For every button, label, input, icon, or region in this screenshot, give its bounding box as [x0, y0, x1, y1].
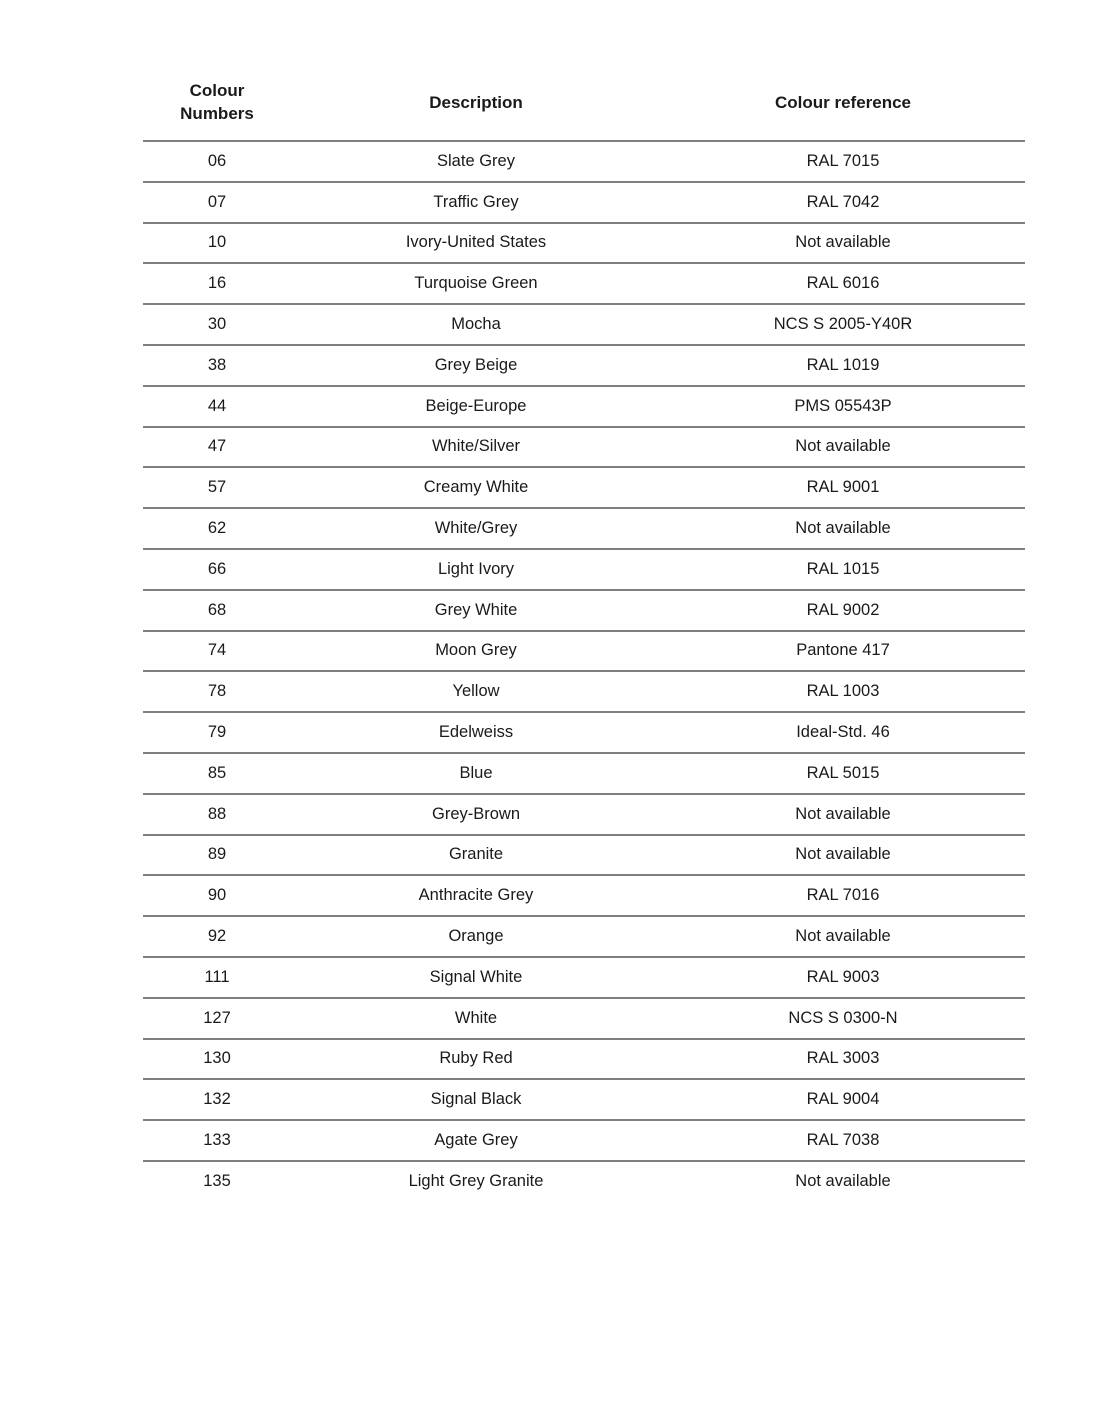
header-colour-numbers-label: Colour Numbers — [180, 81, 254, 123]
colour-reference-cell: Not available — [795, 519, 891, 538]
colour-reference-cell: RAL 1015 — [806, 559, 880, 578]
description-cell: Edelweiss — [438, 723, 514, 742]
colour-number-cell: 07 — [207, 192, 227, 211]
colour-reference-cell: RAL 3003 — [806, 1049, 880, 1068]
header-colour-reference-label: Colour reference — [774, 92, 912, 112]
colour-reference-cell: Not available — [795, 1171, 891, 1190]
table-row — [143, 222, 1025, 263]
table-row — [143, 670, 1025, 711]
description-cell: Grey-Brown — [431, 804, 521, 823]
description-cell: White — [454, 1008, 498, 1027]
colour-number-cell: 30 — [207, 315, 227, 334]
colour-number-cell: 127 — [203, 1008, 231, 1027]
colour-number-cell: 89 — [207, 845, 227, 864]
colour-number-cell: 38 — [207, 355, 227, 374]
colour-reference-cell: PMS 05543P — [794, 396, 892, 415]
description-cell: Anthracite Grey — [418, 886, 534, 905]
colour-reference-cell: RAL 9004 — [806, 1090, 880, 1109]
colour-reference-cell: Pantone 417 — [796, 641, 890, 660]
colour-reference-cell: RAL 7016 — [806, 886, 880, 905]
colour-reference-cell: Not available — [795, 437, 891, 456]
table-row — [143, 915, 1025, 956]
colour-reference-cell: Not available — [795, 927, 891, 946]
table-row — [143, 426, 1025, 467]
colour-reference-cell: RAL 7015 — [806, 151, 880, 170]
colour-number-cell: 79 — [207, 723, 227, 742]
colour-number-cell: 92 — [207, 927, 227, 946]
description-cell: Blue — [459, 763, 493, 782]
table-row — [143, 874, 1025, 915]
header-description-label: Description — [429, 92, 523, 112]
description-cell: White/Grey — [434, 519, 518, 538]
table-row — [143, 466, 1025, 507]
colour-number-cell: 10 — [207, 233, 227, 252]
description-cell: Ruby Red — [439, 1049, 513, 1068]
table-row — [143, 1078, 1025, 1119]
colour-reference-cell: RAL 1003 — [806, 682, 880, 701]
description-cell: Grey Beige — [434, 355, 518, 374]
table-row — [143, 997, 1025, 1038]
table-body — [143, 140, 1025, 1201]
description-cell: Granite — [448, 845, 504, 864]
colour-number-cell: 16 — [207, 274, 227, 293]
table-row — [143, 262, 1025, 303]
colour-reference-cell: RAL 7038 — [806, 1131, 880, 1150]
description-cell: Moon Grey — [435, 641, 517, 660]
table-row — [143, 793, 1025, 834]
table-row — [143, 140, 1025, 181]
colour-number-cell: 78 — [207, 682, 227, 701]
description-cell: White/Silver — [431, 437, 521, 456]
table-row — [143, 956, 1025, 997]
colour-reference-cell: RAL 6016 — [806, 274, 880, 293]
description-cell: Signal White — [429, 967, 523, 986]
colour-reference-cell: NCS S 2005-Y40R — [773, 315, 913, 334]
description-cell: Yellow — [452, 682, 500, 701]
colour-number-cell: 135 — [203, 1171, 231, 1190]
colour-reference-cell: RAL 5015 — [806, 763, 880, 782]
description-cell: Grey White — [434, 600, 518, 619]
description-cell: Beige-Europe — [425, 396, 527, 415]
colour-reference-cell: RAL 7042 — [806, 192, 880, 211]
description-cell: Creamy White — [423, 478, 529, 497]
table-row — [143, 711, 1025, 752]
colour-number-cell: 132 — [203, 1090, 231, 1109]
colour-number-cell: 47 — [207, 437, 227, 456]
colour-number-cell: 130 — [203, 1049, 231, 1068]
description-cell: Turquoise Green — [414, 274, 538, 293]
table-row — [143, 1119, 1025, 1160]
description-cell: Traffic Grey — [433, 192, 519, 211]
colour-reference-table — [143, 66, 1025, 1201]
colour-number-cell: 88 — [207, 804, 227, 823]
colour-number-cell: 85 — [207, 763, 227, 782]
colour-reference-cell: Not available — [795, 804, 891, 823]
table-row — [143, 303, 1025, 344]
description-cell: Orange — [448, 927, 504, 946]
colour-number-cell: 62 — [207, 519, 227, 538]
description-cell: Slate Grey — [437, 151, 515, 170]
colour-number-cell: 66 — [207, 559, 227, 578]
colour-reference-cell: Ideal-Std. 46 — [796, 723, 890, 742]
colour-reference-cell: RAL 9002 — [806, 600, 880, 619]
table-header-row — [143, 66, 1025, 140]
colour-reference-cell: Not available — [795, 233, 891, 252]
colour-reference-cell: Not available — [795, 845, 891, 864]
table-row — [143, 752, 1025, 793]
table-row — [143, 507, 1025, 548]
colour-number-cell: 57 — [207, 478, 227, 497]
colour-reference-cell: RAL 9001 — [806, 478, 880, 497]
colour-number-cell: 90 — [207, 886, 227, 905]
header-colour-numbers — [143, 80, 291, 126]
colour-number-cell: 44 — [207, 396, 227, 415]
table-row — [143, 181, 1025, 222]
description-cell: Mocha — [451, 315, 501, 334]
colour-reference-cell: NCS S 0300-N — [788, 1008, 898, 1027]
description-cell: Ivory-United States — [405, 233, 547, 252]
colour-reference-cell: RAL 1019 — [806, 355, 880, 374]
header-colour-reference — [661, 92, 1025, 115]
table-row — [143, 1160, 1025, 1201]
colour-number-cell: 06 — [207, 151, 227, 170]
colour-reference-cell: RAL 9003 — [806, 967, 880, 986]
colour-number-cell: 133 — [203, 1131, 231, 1150]
table-row — [143, 548, 1025, 589]
table-row — [143, 834, 1025, 875]
table-row — [143, 589, 1025, 630]
table-row — [143, 344, 1025, 385]
description-cell: Light Ivory — [437, 559, 515, 578]
description-cell: Agate Grey — [434, 1131, 518, 1150]
table-row — [143, 385, 1025, 426]
description-cell: Light Grey Granite — [408, 1171, 544, 1190]
table-row — [143, 1038, 1025, 1079]
colour-number-cell: 68 — [207, 600, 227, 619]
colour-number-cell: 111 — [204, 967, 230, 986]
colour-number-cell: 74 — [207, 641, 227, 660]
description-cell: Signal Black — [430, 1090, 522, 1109]
header-description — [291, 92, 661, 115]
table-row — [143, 630, 1025, 671]
